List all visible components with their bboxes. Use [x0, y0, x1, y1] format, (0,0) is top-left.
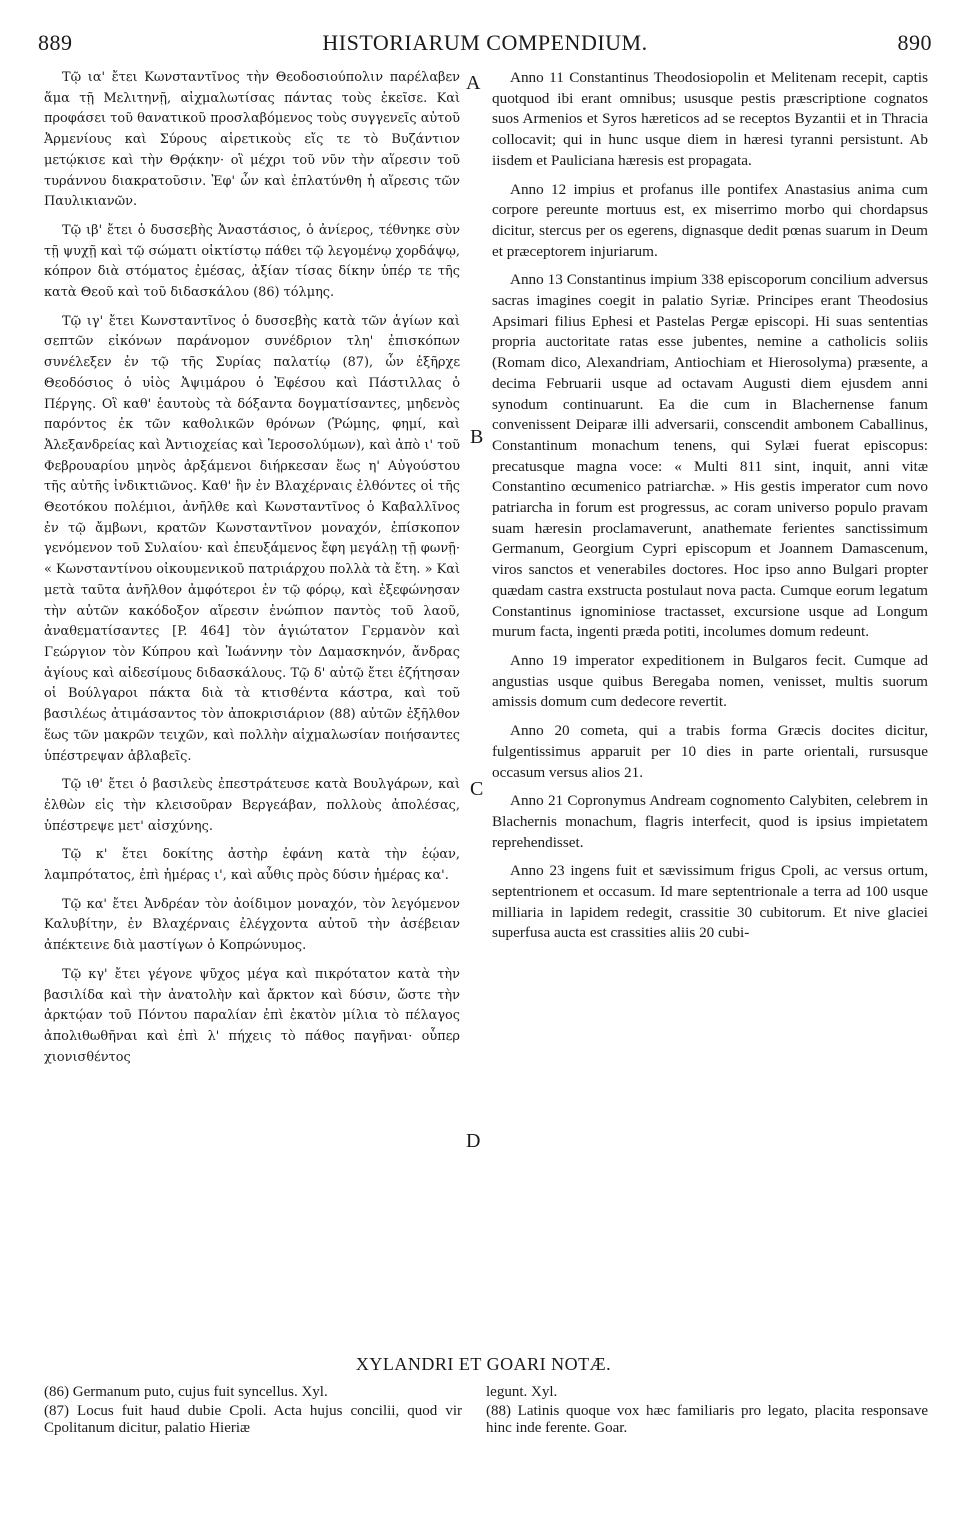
section-marker-d: D — [466, 1130, 481, 1152]
notes-right-column — [486, 1384, 928, 1439]
greek-paragraph: Τῷ ια' ἔτει Κωνσταντῖνος τὴν Θεοδοσιούπολιν παρέλαβεν ἅμα τῇ Μελιτηνῇ, αἰχμαλωτίσας πάντας τοὺς ἐκεῖσε. Καὶ προφάσει τοῦ θανατικοῦ προσλαβόμενος τοὺς συγγενεῖς αὐτοῦ Ἀρμενίους καὶ Σύρους αἱρετικοὺς εἴς τε τὸ Βυζάντιον μετῴκισε καὶ τὴν Θρᾴκην· οἳ μέχρι τοῦ νῦν τὴν αἵρεσιν τοῦ τυράννου διακρατοῦσιν. Ἐφ' ὧν καὶ ἐπλατύνθη ἡ αἵρεσις τῶν Παυλικιανῶν. — [44, 70, 460, 210]
notes-left-column — [44, 1384, 462, 1439]
greek-paragraph: Τῷ ιγ' ἔτει Κωνσταντῖνος ὁ δυσσεβὴς κατὰ τῶν ἁγίων καὶ σεπτῶν εἰκόνων παράνομον συνέδριον τλη' ἐπισκόπων συνέλεξεν ἐν τῷ τῆς Συρίας παλατίῳ (87), ὧν ἐξῆρχε Θεοδόσιος ὁ υἱὸς Ἀψιμάρου ὁ Ἐφέσου καὶ Πάστιλλας ὁ Πέργης. Οἳ καθ' ἑαυτοὺς τὰ δόξαντα δογματίσαντες, μηδενὸς παρόντος ἐκ τῶν καθολικῶν θρόνων (Ῥώμης, φημί, καὶ Ἀλεξανδρείας καὶ Ἀντιοχείας καὶ Ἱεροσολύμων), καὶ ἀπὸ ι' τοῦ Φεβρουαρίου μηνὸς ἀρξάμενοι διήρκεσαν ἕως η' Αὐγούστου τῆς αὐτῆς ἰνδικτιῶνος. Καθ' ἣν ἐν Βλαχέρναις ἐλθόντες οἱ τῆς Θεοτόκου πολέμιοι, ἀνῆλθε καὶ Κωνσταντῖνος ὁ Καβαλλῖνος ἐν τῷ ἄμβωνι, κρατῶν Κωνσταντῖνον μοναχόν, ἐπίσκοπον γενόμενον τοῦ Συλαίου· καὶ ἐπευξάμενος ἔφη μεγάλῃ τῇ φωνῇ· « Κωνσταντίνου οἰκουμενικοῦ πατριάρχου πολλὰ τὰ ἔτη. » Καὶ μετὰ ταῦτα ἀνῆλθον ἀμφότεροι ἐν τῷ φόρῳ, καὶ ἐξεφώνησαν τὴν αὐτῶν κακόδοξον αἵρεσιν ἐνώπιον παντὸς τοῦ λαοῦ, ἀναθεματίσαντες [P. 464] τὸν ἁγιώτατον Γερμανὸν καὶ Γεώργιον τὸν Κύπρου καὶ Ἰωάννην τὸν Δαμασκηνόν, ἄνδρας ἁγίους καὶ αἰδεσίμους διδασκάλους. Τῷ δ' αὐτῷ ἔτει ἐζήτησαν οἱ Βούλγαροι πάκτα διὰ τὰ κτισθέντα κάστρα, καὶ τοῦ βασιλέως ἀτιμάσαντος τὸν ἀποκρισιάριον (88) αὐτῶν ἐξῆλθον ἕως τῶν μακρῶν τειχῶν, καὶ πολλὴν αἰχμαλωσίαν ποιήσαντες ὑπέστρεψαν ἀβλαβεῖς. — [44, 313, 460, 764]
greek-paragraph: Τῷ κ' ἔτει δοκίτης ἀστὴρ ἐφάνη κατὰ τὴν ἑῴαν, λαμπρότατος, ἐπὶ ἡμέρας ι', καὶ αὖθις πρὸς δύσιν ἡμέρας κα'. — [44, 847, 460, 884]
notes-heading: XYLANDRI ET GOARI NOTÆ. — [355, 1354, 612, 1374]
section-marker-a: A — [466, 72, 481, 94]
latin-paragraph: Anno 23 ingens fuit et sævissimum frigus Cpoli, ac versus ortum, septentrionem et occasum. Id mare septentrionale a terra ad 100 usque milliaria in lapidem redegit, crassitie 30 cubitorum. Et nive glaciei superfusa aucta est crassities aliis 20 cubi- — [492, 862, 928, 942]
latin-column — [492, 68, 928, 952]
greek-paragraph: Τῷ κγ' ἔτει γέγονε ψῦχος μέγα καὶ πικρότατον κατὰ τὴν βασιλίδα καὶ τὴν ἀνατολὴν καὶ ἄρκτον καὶ δύσιν, ὥστε τὴν ἀρκτῴαν τοῦ Πόντου παραλίαν ἐπὶ ἑκατὸν μίλια τὸ πέλαγος ἀπολιθωθῆναι καὶ ἐπὶ λ' πήχεις τὸ πάθος παγῆναι· οὗπερ χιονισθέντος — [44, 966, 460, 1065]
greek-paragraph: Τῷ κα' ἔτει Ἀνδρέαν τὸν ἀοίδιμον μοναχόν, τὸν λεγόμενον Καλυβίτην, ἐν Βλαχέρναις ἐλέγχοντα αὐτοῦ τὴν ἀσέβειαν ἀπέκτεινε διὰ μαστίγων ὁ Κοπρώνυμος. — [44, 896, 460, 954]
section-marker-c: C — [470, 778, 484, 800]
section-marker-b: B — [470, 426, 484, 448]
footnote: legunt. Xyl. — [486, 1384, 558, 1400]
latin-paragraph: Anno 21 Copronymus Andream cognomento Calybiten, celebrem in Blachernis monachum, flagris interfecit, quod is ipsius impietatem reprehendisset. — [492, 792, 928, 851]
page-number-right: 890 — [897, 30, 932, 55]
footnote: (88) Latinis quoque vox hæc familiaris pro legato, placita responsave hinc inde ferente. Goar. — [486, 1403, 928, 1436]
greek-paragraph: Τῷ ιβ' ἔτει ὁ δυσσεβὴς Ἀναστάσιος, ὁ ἀνίερος, τέθνηκε σὺν τῇ ψυχῇ καὶ τῷ σώματι οἰκτίστῳ πάθει τῷ λεγομένῳ χορδάψῳ, κόπρον διὰ στόματος ἐμέσας, ἀξίαν τίσας δίκην ὑπέρ τε τῆς κατὰ Θεοῦ καὶ τοῦ διδασκάλου (86) τόλμης. — [44, 222, 460, 301]
page-header — [38, 30, 932, 60]
latin-paragraph: Anno 11 Constantinus Theodosiopolin et Melitenam recepit, captis quotquod ibi erant omnibus; ususque pestis præscriptione cognatos suos Armenios et Syros hæreticos ad se receptos Byzantii et in Thracia collocavit; qui in hunc usque diem in hæresi tyranni persistunt. Ab iisdem et Pauliciana hæresis est propagata. — [492, 69, 928, 169]
latin-paragraph: Anno 12 impius et profanus ille pontifex Anastasius anima cum corpore pereunte mortuus est, ex miserrimo morbo qui chordapsus dicitur, stercus per os egerens, dignasque dedit pœnas suarum in Deum et præceptorem injuriarum. — [492, 180, 928, 260]
latin-paragraph: Anno 19 imperator expeditionem in Bulgaros fecit. Cumque ad angustias usque quibus Beregaba nomen, venisset, multis suorum amissis domum cum dedecore revertit. — [492, 651, 928, 711]
greek-paragraph: Τῷ ιθ' ἔτει ὁ βασιλεὺς ἐπεστράτευσε κατὰ Βουλγάρων, καὶ ἐλθὼν εἰς τὴν κλεισοῦραν Βεργεάβαν, πολλοὺς ἀπολέσας, ὑπέστρεψε μετ' αἰσχύνης. — [44, 777, 460, 834]
greek-column — [44, 68, 460, 1076]
running-title: HISTORIARUM COMPENDIUM. — [322, 30, 648, 55]
latin-paragraph: Anno 13 Constantinus impium 338 episcoporum concilium adversus sacras imagines coegit in palatio Syriæ. Principes erant Theodosius Apsimari filius Ephesi et Pastelas Pergæ episcopi. Hi suas sententias propria auctoritate ratas esse jubentes, nemine a catholicis soliis (Romam dico, Alexandriam, Antiochiam et Hierosolyma) præsente, a decima Februarii usque ad octavam Augusti diem ejusdem anni synodum continuarunt. Ea die cum in Blachernense fanum convenissent Deiparæ illi adversarii, conscendit ambonem Caballinus, Constantinum monachum tenens, qui Sylæi fuerat episcopus: precatusque magna voce: « Multi 811 sint, inquit, anni vitæ Constantino œcumenico patriarchæ. » His gestis imperator cum novo patriarcha in forum est progressus, ac coram universo populo pravam suam hæresin proclamaverunt, anathemate ferientes sanctissimum Germanum, Georgium Cypri episcopum et Joannem Damascenum, viros sanctos et venerabiles doctores. Hoc ipso anno Bulgari propter quædam castra exstructa postulaut nova pacta. Cumque eorum legatum Constantinus ignominiose tractasset, excursione usque ad Longum murum facta, ingenti præda potiti, incolumes domum redeunt. — [492, 271, 928, 641]
footnote: (87) Locus fuit haud dubie Cpoli. Acta hujus concilii, quod vir Cpolitanum dicitur, palatio Hieriæ — [44, 1403, 462, 1436]
page-number-left: 889 — [38, 30, 73, 55]
latin-paragraph: Anno 20 cometa, qui a trabis forma Græcis docites dicitur, fulgentissimus apparuit per 10 dies in parte orientali, rursusque occasum versus alios 21. — [492, 722, 928, 781]
footnote: (86) Germanum puto, cujus fuit syncellus. Xyl. — [44, 1384, 328, 1400]
